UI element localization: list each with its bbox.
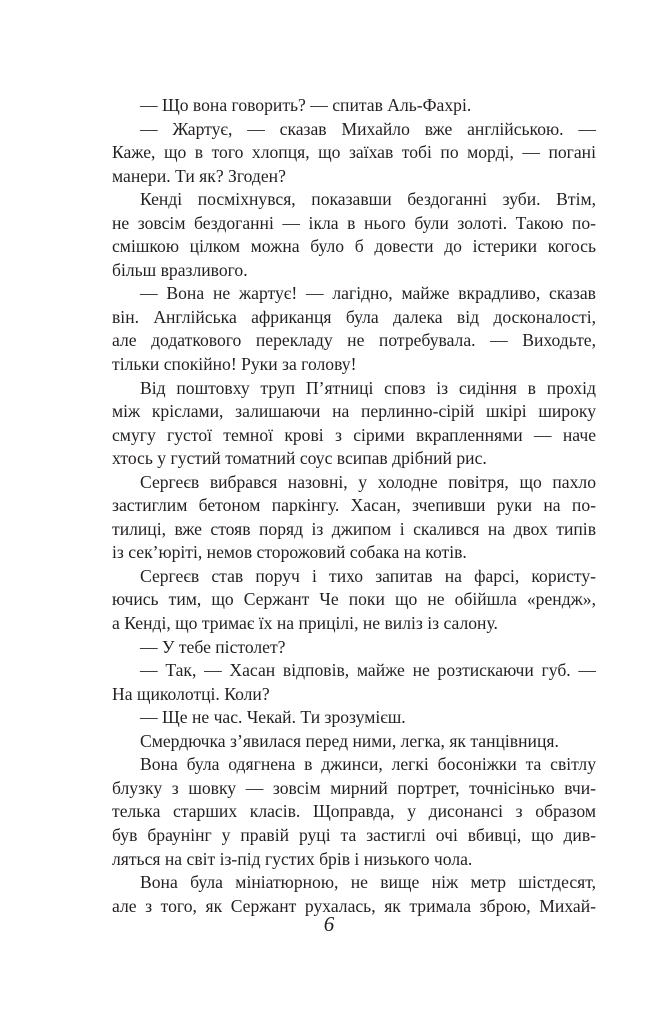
text-line: телька старших класів. Щоправда, у дисонансі з образом: [112, 801, 596, 822]
text-line: тилиці, вже стояв поряд із джипом і скалився на двох типів: [112, 518, 596, 539]
body-text: [112, 94, 596, 918]
text-line: а Кенді, що тримає їх на прицілі, не виліз із салону.: [112, 613, 498, 634]
page-number: 6: [323, 912, 335, 936]
text-line: Сергеєв вибрався назовні, у холодне повітря, що пахло: [140, 471, 596, 492]
text-line: — Жартує, — сказав Михайло вже англійською. —: [140, 118, 596, 139]
text-line: не зовсім бездоганні — ікла в нього були золоті. Такою по-: [112, 212, 596, 233]
text-line: між кріслами, залишаючи на перлинно-сірій шкірі широку: [112, 401, 596, 422]
text-line: — У тебе пістолет?: [140, 636, 286, 657]
text-line: ляться на світ із-під густих брів і низького чола.: [112, 848, 473, 869]
text-line: був браунінг у правій руці та застиглі очі вбивці, що див-: [112, 824, 596, 845]
text-line: Вона була мініатюрною, не вище ніж метр шістдесят,: [140, 872, 596, 893]
text-line: більш вразливого.: [112, 259, 248, 280]
text-line: він. Англійська африканця була далека від досконалості,: [112, 306, 596, 327]
text-line: хтось у густий томатний соус всипав дрібний рис.: [112, 448, 487, 469]
text-line: Сергеєв став поруч і тихо запитав на фарсі, користу-: [140, 565, 596, 586]
text-line: але додаткового перекладу не потребувала. — Виходьте,: [112, 330, 596, 351]
text-line: блузку з шовку — зовсім мирний портрет, точнісінько вчи-: [112, 777, 596, 798]
text-line: — Що вона говорить? — спитав Аль-Фахрі.: [140, 95, 472, 115]
text-line: — Вона не жартує! — лагідно, майже вкрадливо, сказав: [140, 283, 596, 304]
text-line: тільки спокійно! Руки за голову!: [112, 354, 357, 375]
text-line: Від поштовху труп П’ятниці сповз із сидіння в прохід: [140, 377, 596, 398]
text-line: Вона була одягнена в джинси, легкі босоніжки та світлу: [140, 754, 596, 775]
text-line: — Так, — Хасан відповів, майже не розтискаючи губ. —: [140, 660, 596, 681]
text-line: манери. Ти як? Згоден?: [112, 165, 286, 186]
text-line: Смердючка з’явилася перед ними, легка, як танцівниця.: [140, 730, 559, 751]
text-line: із сек’юріті, немов сторожовий собака на котів.: [112, 542, 467, 563]
text-line: смугу густої темної крові з сірими вкрапленнями — наче: [112, 424, 596, 445]
text-line: смішкою цілком можна було б довести до істерики когось: [112, 236, 596, 257]
text-line: але з того, як Сержант рухалась, як тримала зброю, Михай-: [112, 895, 596, 916]
text-line: ючись тим, що Сержант Че поки що не обійшла «рендж»,: [112, 589, 596, 610]
text-line: Каже, що в того хлопця, що заїхав тобі по морді, — погані: [112, 142, 596, 163]
text-line: — Ще не час. Чекай. Ти зрозумієш.: [140, 707, 406, 728]
text-line: На щиколотці. Коли?: [112, 683, 270, 704]
text-line: застиглим бетоном паркінгу. Хасан, зчепивши руки на по-: [112, 495, 596, 516]
text-line: Кенді посміхнувся, показавши бездоганні зуби. Втім,: [140, 189, 596, 210]
